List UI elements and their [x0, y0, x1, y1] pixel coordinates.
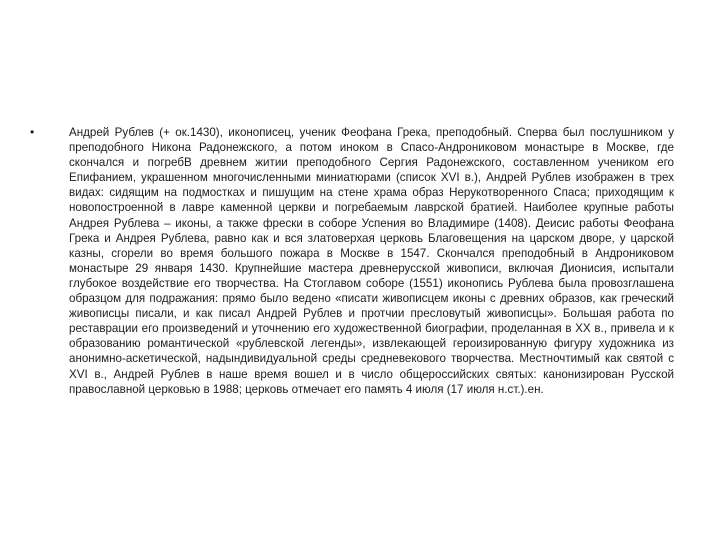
bullet-marker: • — [30, 125, 35, 139]
paragraph-text: Андрей Рублев (+ ок.1430), иконописец, ученик Феофана Грека, преподобный. Сперва был послушником у преподобного Никона Радонежского, а потом иноком в Спасо-Андрониковом монастыре в Москве, где скончался и погребВ древнем житии преподобного Сергия Радонежского, составленном учеником его Епифанием, украшенном многочисленными миниатюрами (список XVI в.), Андрей Рублев изображен в трех видах: сидящим на подмостках и пишущим на стене храма образ Нерукотворенного Спаса; приходящим к новопостроенной в лавре каменной церкви и погребаемым лаврской братией. Наиболее крупные работы Андрея Рублева – иконы, а также фрески в соборе Успения во Владимире (1408). Деисис работы Феофана Грека и Андрея Рублева, равно как и вся златоверхая церковь Благовещения на царском дворе, у царской казны, сгорели во время большого пожара в Москве в 1547. Скончался преподобный в Андрониковом монастыре 29 января 1430. Крупнейшие мастера древнерусской живописи, включая Дионисия, испытали глубокое воздействие его творчества. На Стоглавом соборе (1551) иконопись Рублева была провозглашена образцом для подражания: прямо было ведено «писати живописцем иконы с древних образов, как греческий живописцы писали, и как писал Андрей Рублев и протчии пресловутый живописцы». Большая работа по реставрации его произведений и уточнению его художественной биографии, проделанная в XX в., привела и к образованию романтической «рублевской легенды», извлекающей героизированную фигуру художника из анонимно-аскетической, надындивидуальной среды средневекового творчества. Местночтимый как святой с XVI в., Андрей Рублев в наше время вошел и в число общероссийских святых: канонизирован Русской православной церковью в 1988; церковь отмечает его память 4 июля (17 июля н.ст.).ен. — [69, 126, 674, 396]
